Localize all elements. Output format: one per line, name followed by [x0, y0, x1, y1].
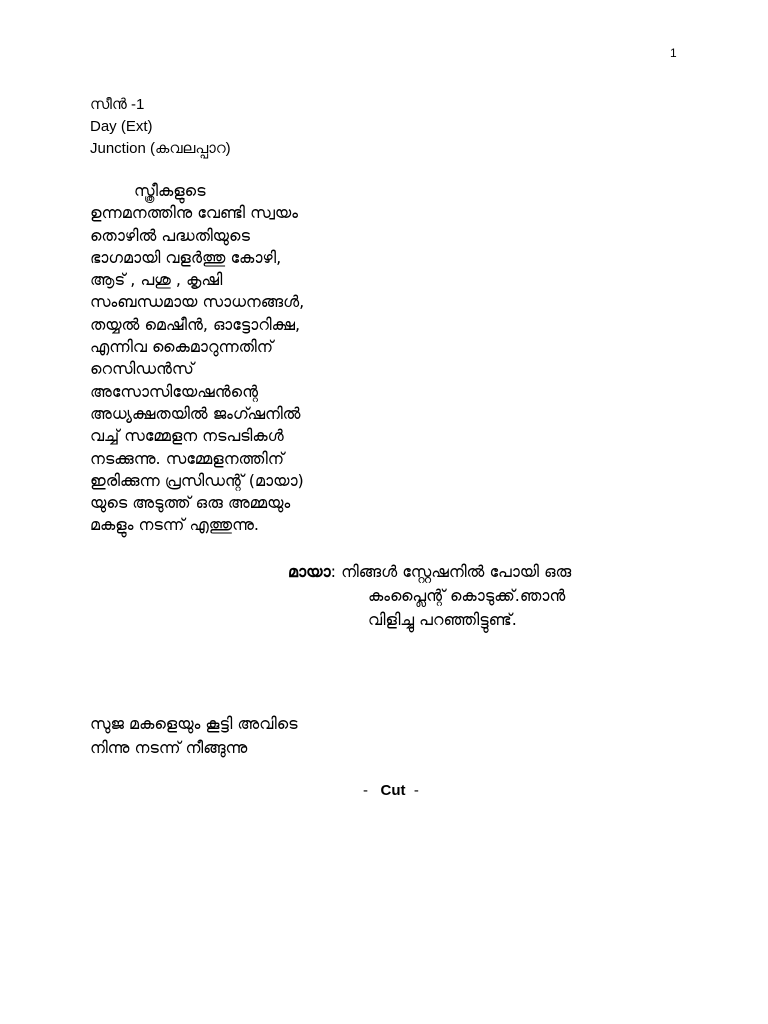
- page-number: 1: [670, 46, 677, 60]
- action-line: ആട് , പശു , കൃഷി: [90, 270, 223, 290]
- speaker-name: മായാ: [288, 562, 331, 581]
- action-line: തൊഴിൽ പദ്ധതിയുടെ: [90, 225, 250, 245]
- action-line: നടക്കുന്നു. സമ്മേളനത്തിന്: [90, 448, 284, 468]
- action-paragraph: [90, 180, 304, 537]
- dialogue-line: നിങ്ങൾ സ്റ്റേഷനിൽ പോയി ഒരു: [341, 562, 572, 581]
- action-line: സ്ത്രീകളുടെ: [134, 181, 206, 200]
- transition-prefix: -: [363, 782, 381, 799]
- scene-heading: [90, 94, 231, 160]
- scene-location: Junction (കവലപ്പാറ): [90, 140, 231, 157]
- dialogue-line: വിളിച്ചു പറഞ്ഞിട്ടുണ്ട്.: [368, 610, 517, 629]
- action-line: അസോസിയേഷൻന്റെ: [90, 381, 258, 401]
- scene-number: സീൻ -1: [90, 96, 145, 113]
- closing-action: [90, 712, 298, 760]
- action-line: സംബന്ധമായ സാധനങ്ങൾ,: [90, 292, 305, 312]
- action-line: നിന്നു നടന്ന് നീങ്ങുന്നു: [90, 738, 248, 757]
- action-line: റെസിഡൻസ്: [90, 359, 194, 379]
- action-line: എന്നിവ കൈമാറുന്നതിന്: [90, 337, 274, 357]
- action-line: യുടെ അടുത്ത് ഒരു അമ്മയും: [90, 493, 291, 513]
- action-line: ഇരിക്കുന്ന പ്രസിഡന്റ് (മായാ): [90, 470, 304, 490]
- dialogue: [288, 560, 571, 632]
- action-line: അധ്യക്ഷതയിൽ ജംഗ്ഷനിൽ: [90, 403, 301, 423]
- action-line: വച്ച് സമ്മേളന നടപടികൾ: [90, 426, 284, 446]
- dialogue-line: കംപ്ലൈന്റ് കൊടുക്ക്.ഞാൻ: [368, 586, 566, 605]
- action-line: ഉന്നമനത്തിനു വേണ്ടി സ്വയം: [90, 203, 298, 223]
- transition-suffix: -: [405, 782, 419, 799]
- action-line: തയ്യൽ മെഷീൻ, ഓട്ടോറിക്ഷ,: [90, 314, 301, 334]
- speaker-separator: :: [330, 562, 336, 581]
- action-line: ഭാഗമായി വളർത്തു കോഴി,: [90, 247, 282, 267]
- action-line: സുജ മകളെയും കൂട്ടി അവിടെ: [90, 714, 298, 733]
- dialogue-first-line: [288, 560, 571, 584]
- transition-cut: [363, 782, 419, 799]
- transition-word: Cut: [380, 782, 406, 799]
- scene-time: Day (Ext): [90, 118, 153, 135]
- action-line: മകളും നടന്ന് എത്തുന്നു.: [90, 515, 259, 535]
